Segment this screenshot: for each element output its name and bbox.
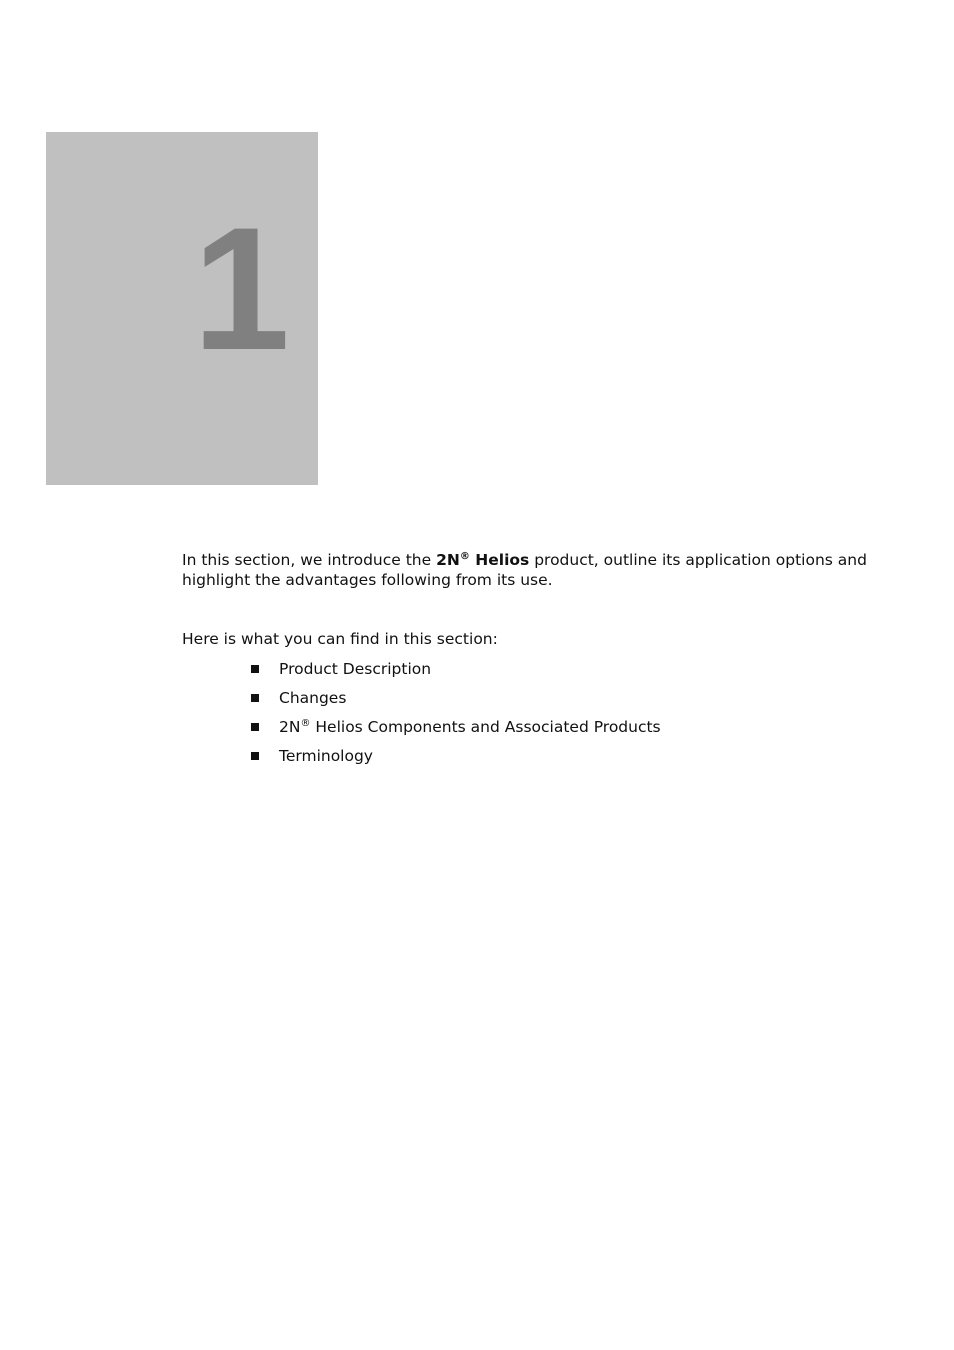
list-item-registered-mark: ®	[300, 717, 311, 729]
contents-heading: Here is what you can find in this section:	[182, 630, 498, 648]
list-item-components	[250, 717, 661, 746]
section-intro-paragraph	[182, 551, 882, 590]
chapter-number-block	[46, 132, 318, 485]
square-bullet-icon	[251, 752, 259, 760]
square-bullet-icon	[251, 665, 259, 673]
list-item-changes	[250, 688, 661, 717]
list-item-label: Helios Components and Associated Products	[310, 718, 661, 736]
list-item-label: Terminology	[279, 747, 373, 765]
intro-brand-product	[436, 551, 529, 569]
intro-registered-mark: ®	[459, 550, 470, 562]
list-item-brand: 2N	[279, 718, 301, 736]
intro-brand: 2N	[436, 551, 460, 569]
list-item-label: Product Description	[279, 660, 432, 678]
square-bullet-icon	[251, 723, 259, 731]
list-item-terminology	[250, 746, 661, 775]
square-bullet-icon	[251, 694, 259, 702]
intro-text-before: In this section, we introduce the	[182, 551, 437, 569]
intro-product-name: Helios	[475, 551, 530, 569]
list-item-label: Changes	[279, 689, 347, 707]
intro-text-after: product, outline its application options and highlight the advantages following from its use.	[182, 551, 867, 589]
chapter-number: 1	[192, 192, 286, 387]
section-contents-list	[250, 659, 661, 775]
list-item-product-description	[250, 659, 661, 688]
